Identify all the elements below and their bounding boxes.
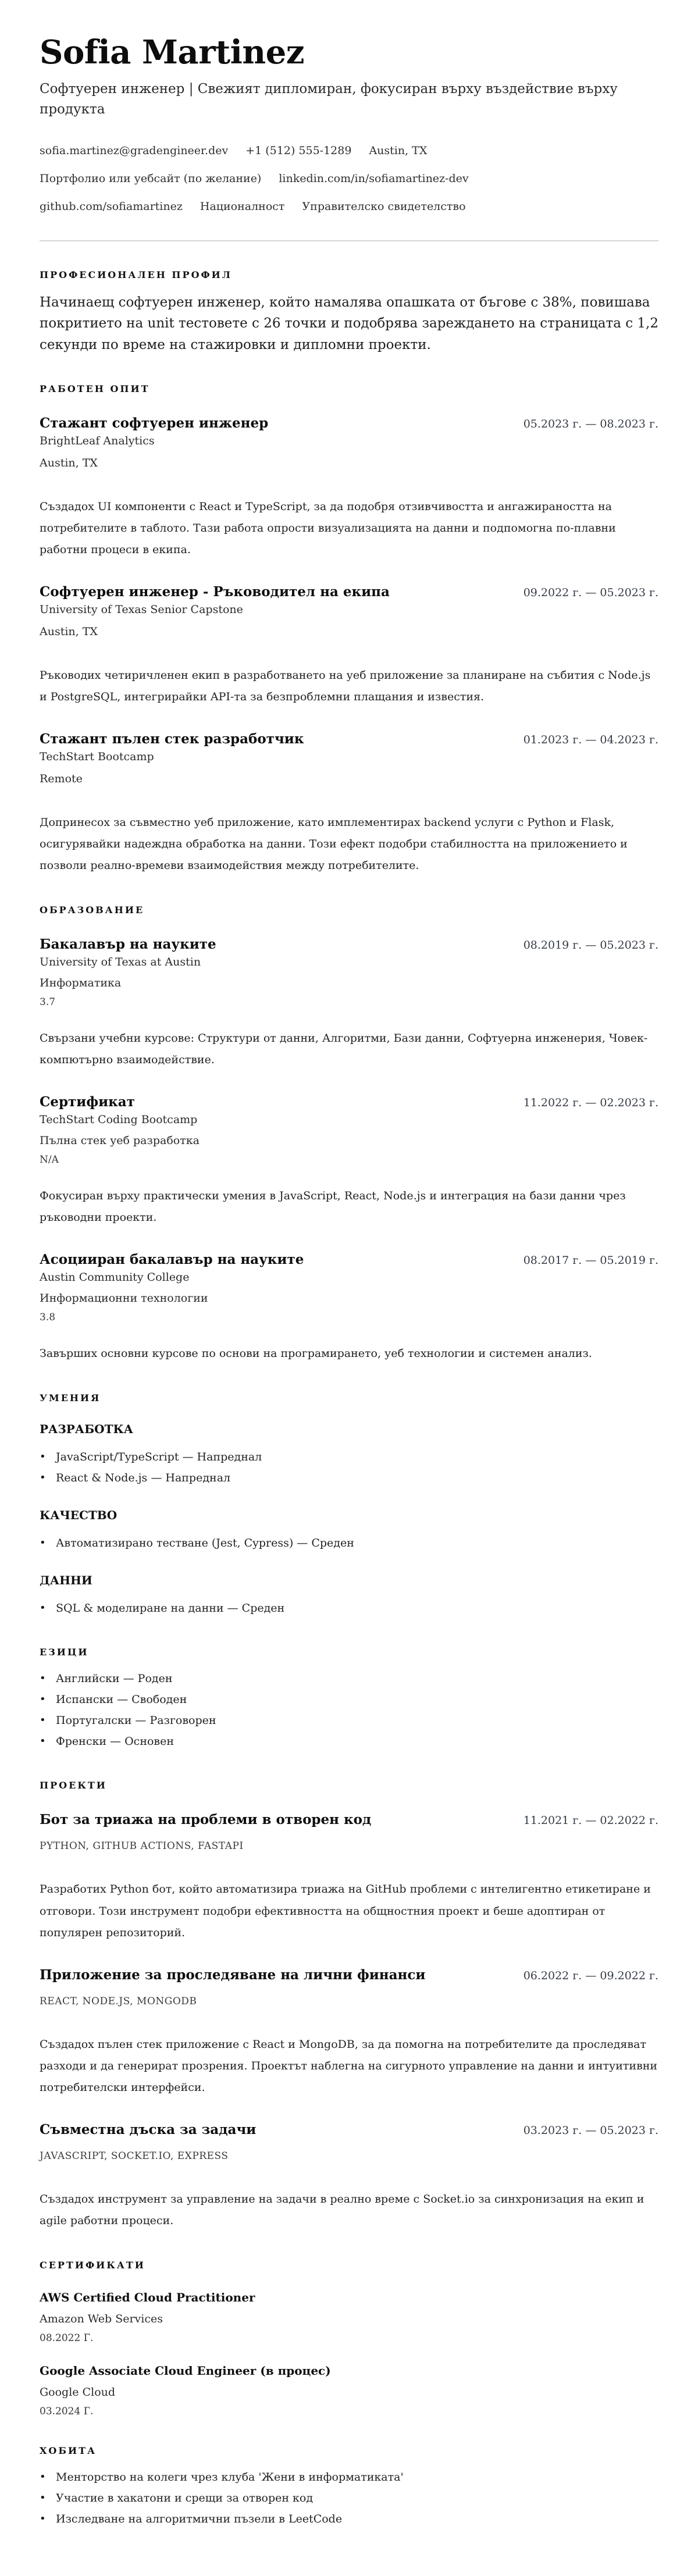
school: University of Texas at Austin bbox=[40, 956, 201, 969]
certification-date: 08.2022 Г. bbox=[40, 2332, 94, 2344]
project-name: Приложение за проследяване на лични финанси bbox=[40, 1966, 426, 1983]
skill-group-title: РАЗРАБОТКА bbox=[40, 1422, 133, 1437]
certifications-section bbox=[40, 2260, 658, 2417]
degree: Бакалавър на науките bbox=[40, 936, 216, 953]
project-entry bbox=[40, 2122, 658, 2232]
skill-group-title: ДАННИ bbox=[40, 1573, 92, 1588]
certification-date: 03.2024 Г. bbox=[40, 2405, 94, 2417]
job-title: Стажант пълен стек разработчик bbox=[40, 731, 304, 747]
resume-header bbox=[40, 35, 658, 241]
job-dates: 05.2023 г. — 08.2023 г. bbox=[523, 417, 658, 430]
education-entry bbox=[40, 936, 658, 1071]
certification-issuer: Amazon Web Services bbox=[40, 2312, 163, 2325]
contact-info bbox=[40, 137, 658, 220]
summary-section bbox=[40, 269, 658, 355]
degree: Сертификат bbox=[40, 1094, 135, 1110]
job-location: Austin, TX bbox=[40, 625, 98, 638]
linkedin-link[interactable]: linkedin.com/in/sofiamartinez-dev bbox=[279, 172, 469, 185]
job-dates: 09.2022 г. — 05.2023 г. bbox=[523, 586, 658, 599]
hobbies-section bbox=[40, 2445, 658, 2529]
education-description: Фокусиран върху практически умения в JavaScript, React, Node.js и интеграция на бази данни чрез ръководни проекти. bbox=[40, 1189, 626, 1224]
skill-list bbox=[40, 1533, 658, 1554]
skills-section bbox=[40, 1392, 658, 1619]
certification-issuer: Google Cloud bbox=[40, 2385, 116, 2399]
education-section bbox=[40, 904, 658, 1364]
job-description: Създадох UI компоненти с React и TypeScript, за да подобря отзивчивостта и ангажираността на потребителите в таблото. Тази работа опрости визуализацията на данни и подпомогна по-плавни работни процеси в екипа. bbox=[40, 500, 616, 556]
hobby-item: • Изследване на алгоритмични пъзели в LeetCode bbox=[40, 2509, 658, 2529]
certification-name: AWS Certified Cloud Practitioner bbox=[40, 2290, 255, 2304]
experience-entry bbox=[40, 584, 658, 708]
certification-entry bbox=[40, 2290, 658, 2344]
language-item: • Португалски — Разговорен bbox=[40, 1710, 658, 1731]
location: Austin, TX bbox=[369, 144, 428, 157]
project-tech: PYTHON, GITHUB ACTIONS, FASTAPI bbox=[40, 1840, 244, 1852]
job-location: Austin, TX bbox=[40, 456, 98, 469]
education-description: Свързани учебни курсове: Структури от данни, Алгоритми, Бази данни, Софтуерна инженерия, Човек-компютърно взаимодействие. bbox=[40, 1032, 648, 1067]
projects-section bbox=[40, 1780, 658, 2231]
education-entry bbox=[40, 1252, 658, 1364]
job-title: Стажант софтуерен инженер bbox=[40, 415, 269, 431]
skill-item: • Автоматизирано тестване (Jest, Cypress) — Среден bbox=[40, 1533, 658, 1554]
job-description: Ръководих четиричленен екип в разработването на уеб приложение за планиране на събития с Node.js и PostgreSQL, интегрирайки API-та за безпроблемни плащания и известия. bbox=[40, 669, 651, 704]
drivers-license: Управителско свидетелство bbox=[302, 199, 466, 213]
language-item: • Френски — Основен bbox=[40, 1731, 658, 1752]
languages-section bbox=[40, 1647, 658, 1752]
project-description: Разработих Python бот, който автоматизира триажа на GitHub проблеми с интелигентно етикетиране и отговори. Този инструмент подобри ефективността на общностния проект и беше адоптиран от популярен репозиторий. bbox=[40, 1883, 651, 1939]
hobby-item: • Менторство на колеги чрез клуба 'Жени в информатиката' bbox=[40, 2467, 658, 2488]
education-dates: 08.2019 г. — 05.2023 г. bbox=[523, 939, 658, 952]
headline: Софтуерен инженер | Свежият дипломиран, фокусиран върху въздействие върху продукта bbox=[40, 81, 618, 117]
project-name: Съвместна дъска за задачи bbox=[40, 2121, 257, 2137]
project-description: Създадох пълен стек приложение с React и MongoDB, за да помогна на потребителите да проследяват разходи и да генерират прозрения. Проектът наблегна на сигурното управление на данни и интуитивни потребителски интерфейси. bbox=[40, 2037, 658, 2094]
school: TechStart Coding Bootcamp bbox=[40, 1113, 198, 1127]
education-dates: 11.2022 г. — 02.2023 г. bbox=[523, 1096, 658, 1110]
section-title: ЕЗИЦИ bbox=[40, 1647, 89, 1658]
experience-section bbox=[40, 383, 658, 877]
skill-group-title: КАЧЕСТВО bbox=[40, 1508, 117, 1523]
education-entry bbox=[40, 1094, 658, 1228]
project-dates: 03.2023 г. — 05.2023 г. bbox=[523, 2123, 658, 2137]
phone: +1 (512) 555-1289 bbox=[245, 144, 352, 157]
section-title: РАБОТЕН ОПИТ bbox=[40, 383, 150, 394]
gpa: 3.7 bbox=[40, 996, 56, 1009]
company: TechStart Bootcamp bbox=[40, 750, 154, 764]
language-list bbox=[40, 1668, 658, 1752]
field-of-study: Информационни технологии bbox=[40, 1292, 208, 1305]
school: Austin Community College bbox=[40, 1271, 190, 1284]
skill-item: • SQL & моделиране на данни — Среден bbox=[40, 1598, 658, 1619]
email-link[interactable]: sofia.martinez@gradengineer.dev bbox=[40, 144, 229, 157]
nationality: Националност bbox=[200, 199, 285, 213]
header-divider bbox=[40, 240, 658, 241]
experience-entry bbox=[40, 731, 658, 877]
project-dates: 06.2022 г. — 09.2022 г. bbox=[523, 1969, 658, 1982]
section-title: СЕРТИФИКАТИ bbox=[40, 2259, 145, 2271]
contact-row bbox=[40, 193, 658, 220]
skill-item: • JavaScript/TypeScript — Напреднал bbox=[40, 1446, 658, 1467]
section-title: ПРОФЕСИОНАЛЕН ПРОФИЛ bbox=[40, 269, 232, 280]
job-title: Софтуерен инженер - Ръководител на екипа bbox=[40, 584, 390, 600]
section-title: УМЕНИЯ bbox=[40, 1392, 101, 1404]
project-name: Бот за триажа на проблеми в отворен код bbox=[40, 1812, 372, 1828]
experience-entry bbox=[40, 415, 658, 561]
summary-text: Начинаещ софтуерен инженер, който намалява опашката от бъгове с 38%, повишава покритието на unit тестовете с 26 точки и подобрява зареждането на страницата с 1,2 секунди по време на стажировки и дипломни проекти. bbox=[40, 294, 658, 352]
language-item: • Испански — Свободен bbox=[40, 1689, 658, 1710]
contact-row bbox=[40, 165, 658, 193]
portfolio-link[interactable]: Портфолио или уебсайт (по желание) bbox=[40, 172, 262, 185]
project-entry bbox=[40, 1812, 658, 1943]
skill-item: • React & Node.js — Напреднал bbox=[40, 1467, 658, 1488]
project-dates: 11.2021 г. — 02.2022 г. bbox=[523, 1814, 658, 1827]
company: BrightLeaf Analytics bbox=[40, 434, 155, 447]
section-title: ХОБИТА bbox=[40, 2445, 97, 2456]
section-title: ПРОЕКТИ bbox=[40, 1780, 107, 1791]
section-title: ОБРАЗОВАНИЕ bbox=[40, 904, 145, 916]
job-location: Remote bbox=[40, 772, 83, 786]
contact-row bbox=[40, 137, 658, 165]
gpa: 3.8 bbox=[40, 1312, 56, 1324]
field-of-study: Пълна стек уеб разработка bbox=[40, 1134, 200, 1148]
project-tech: REACT, NODE.JS, MONGODB bbox=[40, 1995, 197, 2007]
field-of-study: Информатика bbox=[40, 977, 122, 990]
job-dates: 01.2023 г. — 04.2023 г. bbox=[523, 733, 658, 747]
github-link[interactable]: github.com/sofiamartinez bbox=[40, 199, 183, 213]
project-description: Създадох инструмент за управление на задачи в реално време с Socket.io за синхронизация на екип и agile работни процеси. bbox=[40, 2192, 644, 2227]
language-item: • Английски — Роден bbox=[40, 1668, 658, 1689]
hobby-item: • Участие в хакатони и срещи за отворен код bbox=[40, 2488, 658, 2509]
skill-list bbox=[40, 1446, 658, 1488]
project-tech: JAVASCRIPT, SOCKET.IO, EXPRESS bbox=[40, 2150, 229, 2162]
job-description: Допринесох за съвместно уеб приложение, като имплементирах backend услуги с Python и Flask, осигурявайки надеждна обработка на данни. Този ефект подобри стабилността на приложението и позволи реално-времеви взаимодействия между потребителите. bbox=[40, 816, 628, 872]
hobby-list bbox=[40, 2467, 658, 2529]
certification-name: Google Associate Cloud Engineer (в процес) bbox=[40, 2363, 331, 2378]
project-entry bbox=[40, 1967, 658, 2098]
certification-entry bbox=[40, 2364, 658, 2417]
candidate-name: Sofia Martinez bbox=[40, 33, 304, 72]
skill-list bbox=[40, 1598, 658, 1619]
education-description: Завърших основни курсове по основи на програмирането, уеб технологии и системен анализ. bbox=[40, 1347, 592, 1360]
company: University of Texas Senior Capstone bbox=[40, 603, 243, 616]
degree: Асоцииран бакалавър на науките bbox=[40, 1252, 304, 1268]
education-dates: 08.2017 г. — 05.2019 г. bbox=[523, 1254, 658, 1267]
gpa: N/A bbox=[40, 1154, 59, 1166]
